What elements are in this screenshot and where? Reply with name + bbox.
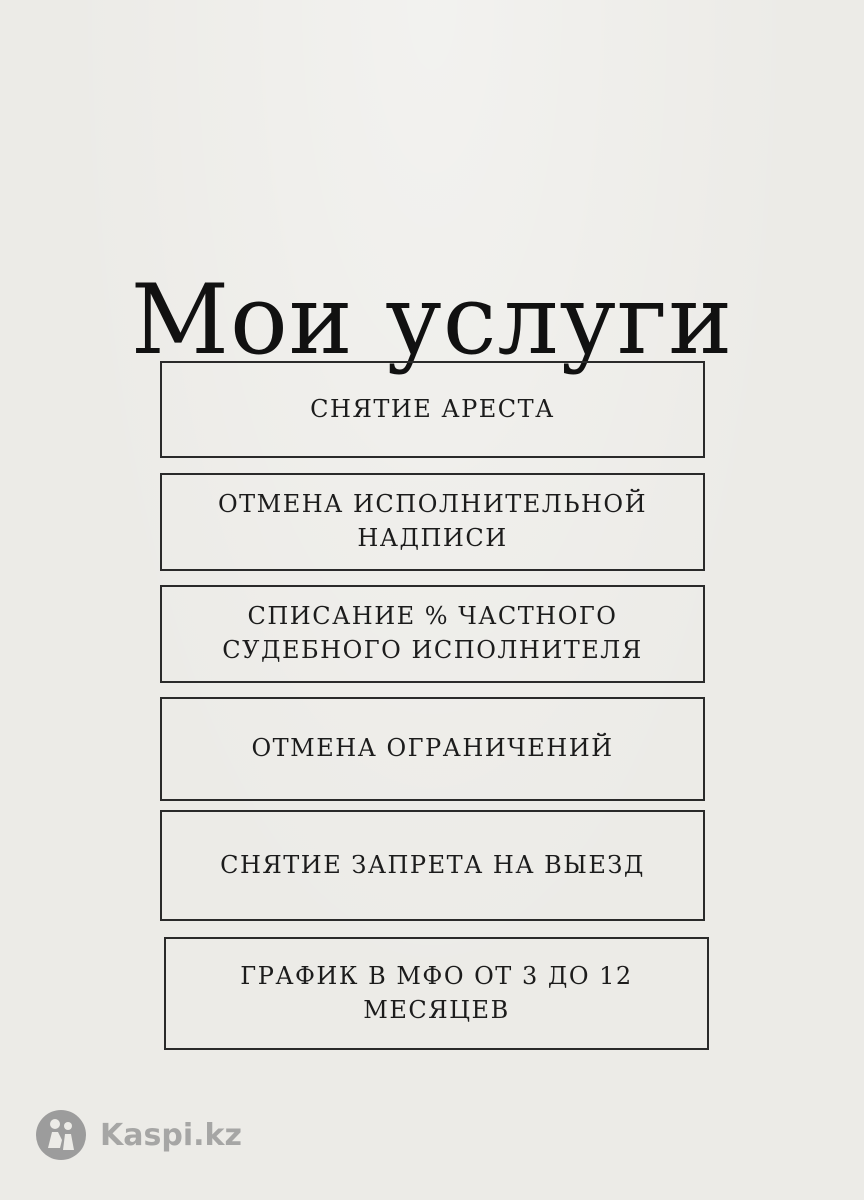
- service-label: ОТМЕНА ИСПОЛНИТЕЛЬНОЙ НАДПИСИ: [217, 490, 648, 552]
- service-label: СНЯТИЕ АРЕСТА: [310, 394, 555, 423]
- service-label: ОТМЕНА ОГРАНИЧЕНИЙ: [251, 734, 614, 763]
- service-item-travel-ban-removal: [160, 810, 705, 921]
- kaspi-watermark: [36, 1110, 242, 1160]
- service-label: ГРАФИК В МФО ОТ 3 ДО 12 МЕСЯЦЕВ: [240, 961, 633, 1024]
- kaspi-logo-icon: [36, 1110, 86, 1160]
- service-item-enforcement-cancel: [160, 473, 705, 571]
- service-item-bailiff-fee-writeoff: [160, 585, 705, 683]
- service-label: СНЯТИЕ ЗАПРЕТА НА ВЫЕЗД: [220, 850, 645, 879]
- page-title: Мои услуги: [130, 264, 734, 377]
- service-item-mfo-schedule: [164, 937, 709, 1050]
- service-label: СПИСАНИЕ % ЧАСТНОГО СУДЕБНОГО ИСПОЛНИТЕЛЯ: [222, 602, 643, 664]
- service-item-arrest-removal: [160, 361, 705, 458]
- service-item-restrictions-cancel: [160, 697, 705, 801]
- watermark-text: Kaspi.kz: [100, 1117, 242, 1153]
